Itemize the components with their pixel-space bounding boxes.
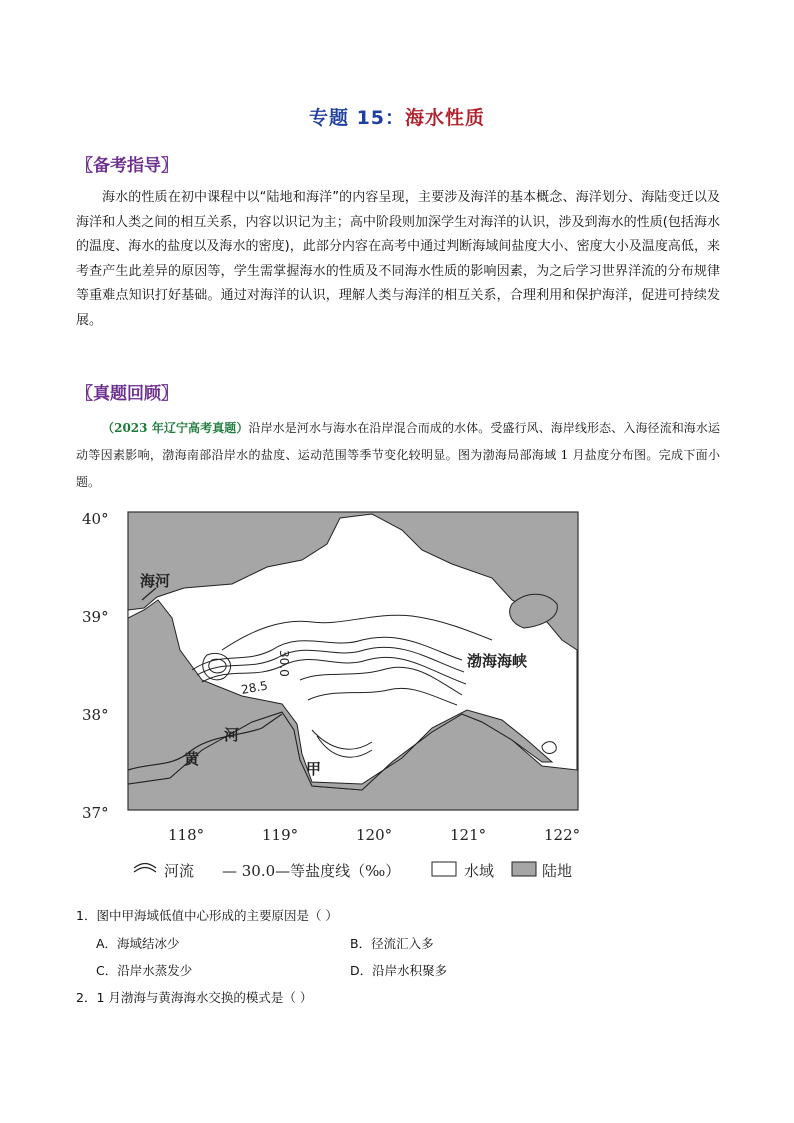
question-1-text: 图中甲海域低值中心形成的主要原因是（ ） xyxy=(96,908,338,923)
title-prefix: 专题 15： xyxy=(308,107,406,129)
salinity-map xyxy=(72,500,602,890)
question-2 xyxy=(76,988,312,1006)
lon-label: 119° xyxy=(262,826,299,844)
lon-label: 120° xyxy=(356,826,393,844)
place-label-huang: 黄 xyxy=(184,750,200,768)
option-1b[interactable]: B．径流汇入多 xyxy=(350,936,434,951)
legend-river-label: 河流 xyxy=(164,862,195,880)
place-label-he: 河 xyxy=(224,726,240,744)
question-2-text: 1 月渤海与黄海海水交换的模式是（ ） xyxy=(96,990,313,1005)
question-source: （2023 年辽宁高考真题） xyxy=(102,421,249,435)
page-title xyxy=(0,103,794,130)
legend-water-label: 水域 xyxy=(464,862,495,880)
question-2-number: 2． xyxy=(76,990,97,1005)
place-label-strait: 渤海海峡 xyxy=(467,652,528,670)
question-1-number: 1． xyxy=(76,908,97,923)
option-1c[interactable]: C．沿岸水蒸发少 xyxy=(96,963,193,978)
place-label-haihe: 海河 xyxy=(140,572,171,590)
question-1 xyxy=(76,906,338,924)
lat-label: 37° xyxy=(82,804,109,822)
legend-land-swatch xyxy=(512,862,536,876)
lon-label: 118° xyxy=(168,826,205,844)
option-1d[interactable]: D．沿岸水积聚多 xyxy=(350,963,448,978)
isoline-label-30: 30.0 xyxy=(277,650,291,677)
legend-water-swatch xyxy=(432,862,456,876)
section-heading-guide: 〖备考指导〗 xyxy=(76,156,178,176)
question-text: 沿岸水是河水与海水在沿岸混合而成的水体。受盛行风、海岸线形态、入海径流和海水运动等因素影响，渤海南部沿岸水的盐度、运动范围等季节变化较明显。图为渤海局部海域 1 月盐度分布图。完成下面小题。 xyxy=(76,421,720,489)
lon-label: 121° xyxy=(450,826,487,844)
place-label-jia: 甲 xyxy=(306,760,322,778)
question-stem xyxy=(76,415,720,496)
lat-label: 39° xyxy=(82,608,109,626)
lat-label: 38° xyxy=(82,706,109,724)
lon-label: 122° xyxy=(544,826,581,844)
lat-label: 40° xyxy=(82,510,109,528)
legend-isoline-label: — 30.0—等盐度线（‰） xyxy=(222,862,401,880)
legend-river-icon xyxy=(134,864,156,873)
guide-paragraph: 海水的性质在初中课程中以“陆地和海洋”的内容呈现，主要涉及海洋的基本概念、海洋划分、海陆变迁以及海洋和人类之间的相互关系，内容以识记为主；高中阶段则加深学生对海洋的认识，涉及到海水的性质(包括海水的温度、海水的盐度以及海水的密度)，此部分内容在高考中通过判断海域间盐度大小、密度大小及温度高低，来考查产生此差异的原因等，学生需掌握海水的性质及不同海水性质的影响因素，为之后学习世界洋流的分布规律等重难点知识打好基础。通过对海洋的认识，理解人类与海洋的相互关系，合理利用和保护海洋，促进可持续发展。 xyxy=(76,190,720,328)
title-topic: 海水性质 xyxy=(405,107,486,129)
option-1a[interactable]: A．海域结冰少 xyxy=(96,936,180,951)
section-heading-review: 〖真题回顾〗 xyxy=(76,384,178,404)
isoline-label-28-5: 28.5 xyxy=(240,678,269,697)
legend-land-label: 陆地 xyxy=(542,862,573,880)
